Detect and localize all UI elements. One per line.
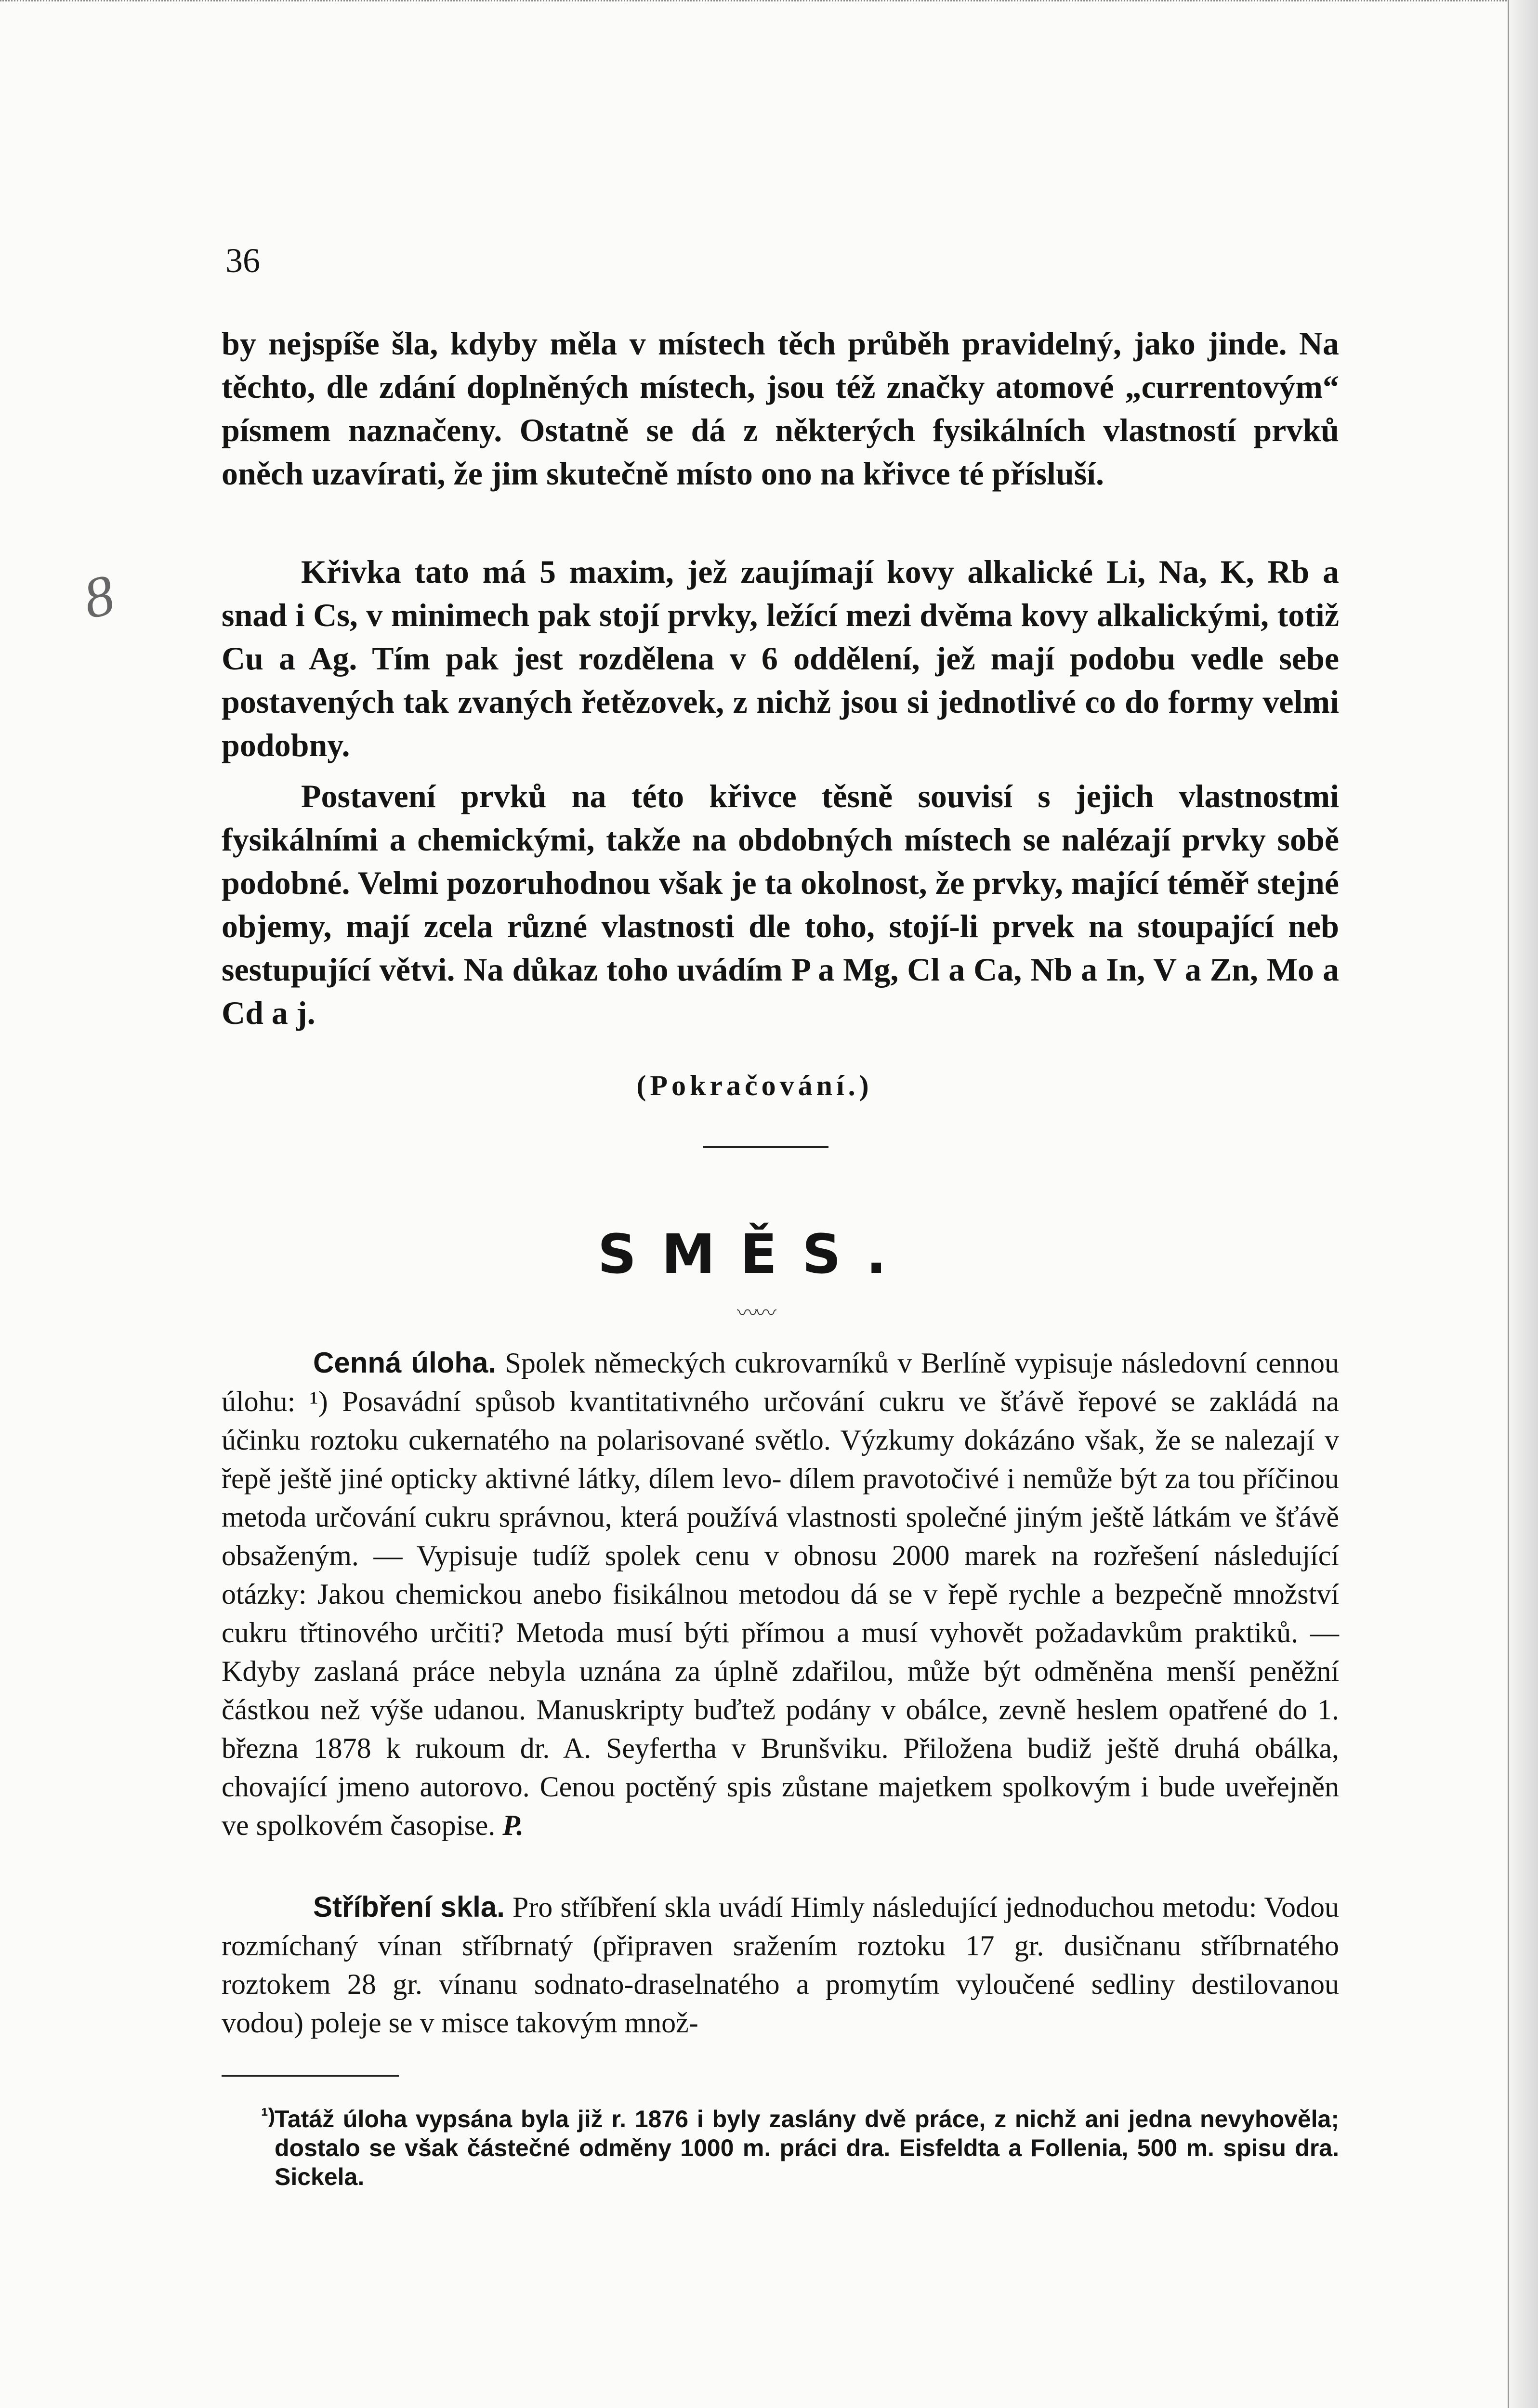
notice-heading: Stříbření skla. (313, 1891, 505, 1923)
paragraph-text: by nejspíše šla, kdyby měla v místech těch průběh pravidelný, jako jinde. Na těchto, dle zdání doplněných místech, jsou též značky atomové „currentovým“ písmem naznačeny. Ostatně se dá z některých fysikálních vlastností prvků oněch uzavírati, že jim skutečně místo ono na křivce té přísluší. (222, 325, 1339, 492)
wavy-ornament: 〰〰 (737, 1301, 774, 1325)
notice-paragraph (222, 1344, 1339, 1845)
footnote-text: Tatáž úloha vypsána byla již r. 1876 i byly zaslány dvě práce, z nichž ani jedna nevyhověla; dostalo se však částečné odměny 1000 m. práci dra. Eisfeldta a Follenia, 500 m. spisu dra. Sickela. (275, 2106, 1339, 2190)
page-top-edge (0, 0, 1509, 8)
paragraph-text: Postavení prvků na této křivce těsně souvisí s jejich vlastnostmi fysikálními a chemickými, takže na obdobných místech se nalézají prvky sobě podobné. Velmi pozoruhodnou však je ta okolnost, že prvky, mající téměř stejné objemy, mají zcela různé vlastnosti dle toho, stojí-li prvek na stoupající neb sestupující větvi. Na důkaz toho uvádím P a Mg, Cl a Ca, Nb a In, V a Zn, Mo a Cd a j. (222, 778, 1339, 1031)
footnote (261, 2104, 1339, 2191)
footnote-marker: ¹) (261, 2104, 276, 2128)
section-title: SMĚS. (597, 1223, 912, 1286)
notice-heading: Cenná úloha. (313, 1347, 497, 1379)
notice-signature: P. (502, 1809, 524, 1841)
section-divider-rule (703, 1146, 828, 1148)
body-paragraph-3 (222, 774, 1339, 1034)
body-paragraph-1 (222, 322, 1339, 495)
paragraph-text: Křivka tato má 5 maxim, jež zaujímají kovy alkalické Li, Na, K, Rb a snad i Cs, v minimech pak stojí prvky, ležící mezi dvěma kovy alkalickými, totiž Cu a Ag. Tím pak jest rozdělena v 6 oddělení, jež mají podobu vedle sebe postavených tak zvaných řetězovek, z nichž jsou si jednotlivé co do formy velmi podobny. (222, 553, 1339, 763)
notice-body: Pro stříbření skla uvádí Himly následující jednoduchou metodu: Vodou rozmíchaný vínan stříbrnatý (připraven sražením roztoku 17 gr. dusičnanu stříbrnatého roztokem 28 gr. vínanu sodnato-draselnatého a promytím vyloučené sedliny destilovanou vodou) poleje se v misce takovým množ- (222, 1891, 1340, 2039)
page-number: 36 (225, 241, 260, 280)
notice-body: Spolek německých cukrovarníků v Berlíně vypisuje následovní cennou úlohu: ¹) Posavádní spůsob kvantitativného určování cukru ve šťávě řepové se zakládá na účinku roztoku cukernatého na polarisované světlo. Výzkumy dokázáno však, že se nalezají v řepě ještě jiné opticky aktivné látky, dílem levo- dílem pravotočivé i nemůže být za tou příčinou metoda určování cukru správnou, která používá vlastnosti společné jiným ještě látkám ve šťávě obsaženým. — Vypisuje tudíž spolek cenu v obnosu 2000 marek na rozřešení následující otázky: Jakou chemickou anebo fisikálnou metodou dá se v řepě rychle a bezpečně množství cukru třtinového určiti? Metoda musí býti přímou a musí vyhovět požadavkům praktiků. — Kdyby zaslaná práce nebyla uznána za úplně zdařilou, může být odměněna menší peněžní částkou než výše udanou. Manuskripty buďtež podány v obálce, zevně heslem opatřené do 1. března 1878 k rukoum dr. A. Seyfertha v Brunšviku. Přiložena budiž ještě druhá obálka, chovající jmeno autorovo. Cenou poctěný spis zůstane majetkem spolkovým i bude uveřejněn ve spolkovém časopise. (222, 1347, 1340, 1841)
notice-cenna-uloha (222, 1344, 1339, 1845)
notice-paragraph (222, 1888, 1339, 2042)
notice-stribreni-skla (222, 1888, 1339, 2042)
footnote-rule (222, 2075, 399, 2077)
margin-handwritten-mark: 8 (78, 562, 120, 631)
body-paragraph-2 (222, 550, 1339, 767)
continuation-note: (Pokračování.) (636, 1070, 873, 1101)
page-right-edge (1508, 0, 1538, 2408)
